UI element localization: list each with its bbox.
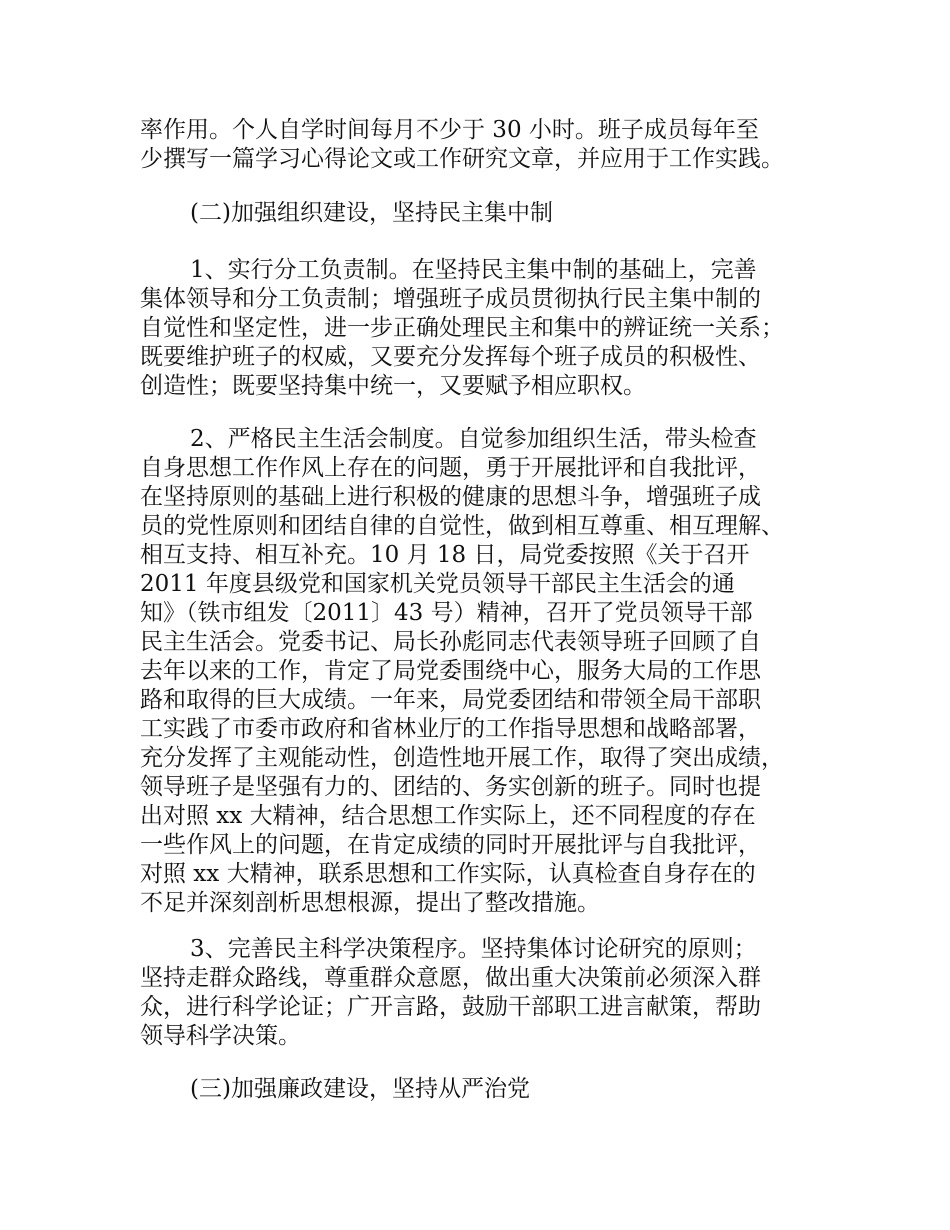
text-line: 领导班子是坚强有力的、团结的、务实创新的班子。同时也提 (140, 774, 761, 800)
text-line: 2011 年度县级党和国家机关党员领导干部民主生活会的通 (140, 571, 735, 597)
paragraph-democratic-life-meeting (140, 425, 830, 918)
text-line: 坚持走群众路线，尊重群众意愿，做出重大决策前必须深入群 (140, 965, 761, 991)
section-heading-integrity (140, 1075, 830, 1104)
text-line: 去年以来的工作，肯定了局党委围绕中心，服务大局的工作思 (140, 658, 761, 684)
text-line: 相互支持、相互补充。10 月 18 日，局党委按照《关于召开 (140, 542, 750, 568)
text-line: 创造性；既要坚持集中统一，又要赋予相应职权。 (140, 373, 646, 399)
text-line: 路和取得的巨大成绩。一年来，局党委团结和带领全局干部职 (140, 687, 761, 713)
text-line: 一些作风上的问题，在肯定成绩的同时开展批评与自我批评， (140, 832, 761, 858)
text-line: 少撰写一篇学习心得论文或工作研究文章，并应用于工作实践。 (140, 146, 784, 172)
text-line: 充分发挥了主观能动性，创造性地开展工作，取得了突出成绩， (140, 745, 784, 771)
text-line: 1、实行分工负责制。在坚持民主集中制的基础上，完善 (190, 257, 757, 283)
section-heading: (二)加强组织建设，坚持民主集中制 (190, 200, 553, 226)
text-line: 自觉性和坚定性，进一步正确处理民主和集中的辨证统一关系； (140, 315, 784, 341)
text-line: 出对照 xx 大精神，结合思想工作实际上，还不同程度的存在 (140, 803, 756, 829)
text-line: 既要维护班子的权威，又要充分发挥每个班子成员的积极性、 (140, 344, 761, 370)
text-line: 对照 xx 大精神，联系思想和工作实际，认真检查自身存在的 (140, 861, 756, 887)
text-line: 在坚持原则的基础上进行积极的健康的思想斗争，增强班子成 (140, 484, 761, 510)
text-line: 2、严格民主生活会制度。自觉参加组织生活，带头检查 (190, 426, 757, 452)
text-line: 率作用。个人自学时间每月不少于 30 小时。班子成员每年至 (140, 117, 759, 143)
text-line: 3、完善民主科学决策程序。坚持集体讨论研究的原则； (190, 936, 757, 962)
text-line: 工实践了市委市政府和省林业厅的工作指导思想和战略部署， (140, 716, 761, 742)
text-line: 领导科学决策。 (140, 1023, 301, 1049)
text-line: 不足并深刻剖析思想根源，提出了整改措施。 (140, 890, 600, 916)
text-line: 员的党性原则和团结自律的自觉性，做到相互尊重、相互理解、 (140, 513, 784, 539)
text-line: 众，进行科学论证；广开言路，鼓励干部职工进言献策，帮助 (140, 994, 761, 1020)
paragraph-division-responsibility (140, 256, 830, 401)
section-heading: (三)加强廉政建设，坚持从严治党 (190, 1076, 530, 1102)
text-line: 民主生活会。党委书记、局长孙彪同志代表领导班子回顾了自 (140, 629, 761, 655)
paragraph-scientific-decision (140, 935, 830, 1051)
text-line: 自身思想工作作风上存在的问题，勇于开展批评和自我批评， (140, 455, 761, 481)
text-line: 集体领导和分工负责制；增强班子成员贯彻执行民主集中制的 (140, 286, 761, 312)
text-line: 知》（铁市组发〔2011〕43 号）精神，召开了党员领导干部 (140, 600, 753, 626)
paragraph-study-continued (140, 116, 830, 174)
section-heading-organization (140, 199, 830, 228)
